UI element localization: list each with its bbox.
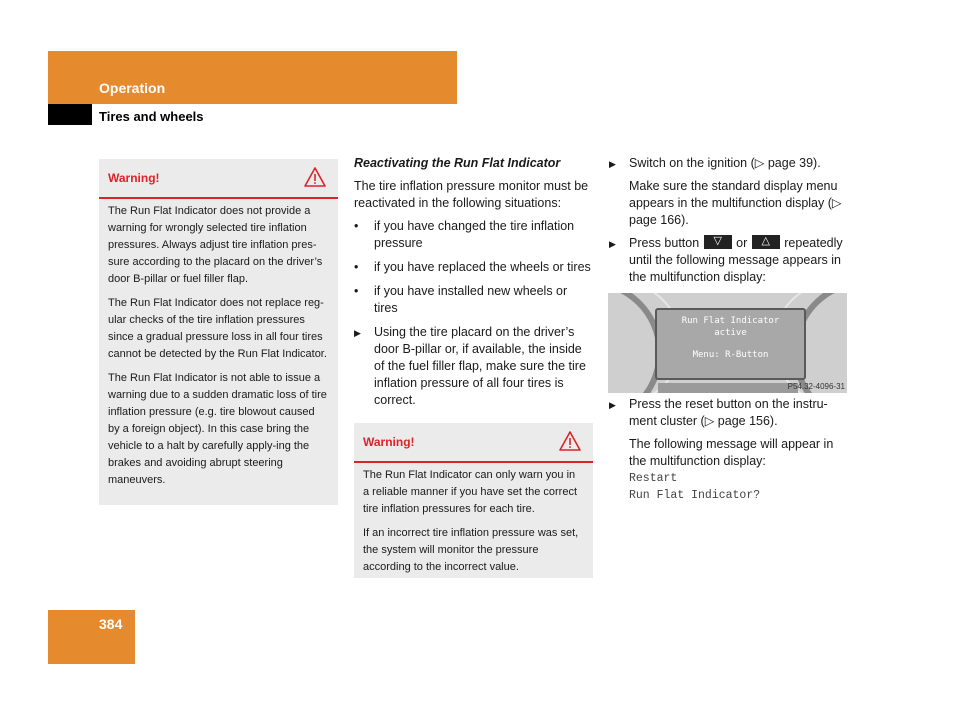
multifunction-display-image xyxy=(608,293,847,393)
step-note: The following message will appear in the multifunction display: xyxy=(629,437,834,468)
display-line: Run Flat Indicator xyxy=(681,316,780,326)
list-item-text: if you have changed the tire inflation pressure xyxy=(374,219,575,250)
right-column xyxy=(609,155,849,286)
section-heading: Reactivating the Run Flat Indicator xyxy=(354,156,561,170)
list-item xyxy=(354,283,594,317)
warning-body xyxy=(354,463,593,589)
header-bar xyxy=(48,51,457,104)
step-text: Press the reset button on the instru-ment cluster (▷ page 156). xyxy=(629,397,828,428)
warning-paragraph: The Run Flat Indicator can only warn you in a reliable manner if you have set the correct tire inflation pressures for each tire. xyxy=(363,469,578,515)
warning-body xyxy=(99,199,338,502)
arrow-up-button-icon: △ xyxy=(752,235,780,249)
section-title: Operation xyxy=(99,80,166,96)
step-text: Using the tire placard on the driver’s door B-pillar or, if available, the inside of the fuel filler flap, make sure the tire inflation pressure of all four tires is correct. xyxy=(374,325,586,407)
play-arrow-icon: ▶ xyxy=(354,328,361,338)
warning-label: Warning! xyxy=(108,171,160,185)
step-text: Switch on the ignition (▷ page 39). xyxy=(629,156,821,170)
warning-box-2 xyxy=(354,423,593,578)
warning-triangle-icon xyxy=(559,431,581,451)
instruction-step xyxy=(609,155,849,172)
warning-paragraph: The Run Flat Indicator is not able to issue a warning due to a sudden dramatic loss of tire inflation pressure (e.g. tire blowout caused by a foreign object). In this case bring the vehicle to a halt by carefully apply-ing the brakes and avoiding abrupt steering maneuvers. xyxy=(108,372,327,486)
page-number: 384 xyxy=(99,616,123,632)
warning-triangle-icon xyxy=(304,167,326,187)
instruction-step xyxy=(609,396,849,430)
middle-column xyxy=(354,155,594,409)
arrow-down-button-icon: ▽ xyxy=(704,235,732,249)
warning-paragraph: If an incorrect tire inflation pressure was set, the system will monitor the pressure according to the incorrect value. xyxy=(363,527,579,573)
right-column-lower xyxy=(609,396,849,504)
instruction-step xyxy=(354,324,594,409)
step-text-part: Press button xyxy=(629,236,700,250)
display-screen xyxy=(655,308,806,380)
display-line: active xyxy=(714,328,747,338)
step-note: Make sure the standard display menu appears in the multifunction display (▷ page 166). xyxy=(629,179,842,227)
display-line: Menu: R-Button xyxy=(692,350,769,360)
step-text xyxy=(629,236,843,284)
warning-paragraph: The Run Flat Indicator does not provide a warning for wrongly selected tire inflation pressures. Always adjust tire inflation pres-sure according to the placard on the driver’s door B-pillar or fuel filler flap. xyxy=(108,205,323,285)
list-item xyxy=(354,259,594,276)
step-text-part: or xyxy=(736,236,748,250)
warning-paragraph: The Run Flat Indicator does not replace reg-ular checks of the tire inflation pressures since a gradual pressure loss in all four tires cannot be detected by the Run Flat Indicator. xyxy=(108,297,327,360)
play-arrow-icon: ▶ xyxy=(609,400,616,410)
list-item-text: if you have replaced the wheels or tires xyxy=(374,260,591,274)
intro-text: The tire inflation pressure monitor must be reactivated in the following situations: xyxy=(354,179,589,210)
display-message-line: Run Flat Indicator? xyxy=(629,489,761,502)
image-code: P54.32-4096-31 xyxy=(787,382,845,391)
warning-label: Warning! xyxy=(363,435,415,449)
display-message-line: Restart xyxy=(629,472,678,485)
instruction-step xyxy=(609,235,849,286)
warning-box-1 xyxy=(99,159,338,505)
warning-header xyxy=(354,423,593,463)
list-item-text: if you have installed new wheels or tires xyxy=(374,284,568,315)
bullet-icon: • xyxy=(354,219,359,233)
subsection-marker xyxy=(48,104,92,125)
bullet-icon: • xyxy=(354,260,359,274)
play-arrow-icon: ▶ xyxy=(609,239,616,249)
warning-header xyxy=(99,159,338,199)
subsection-title: Tires and wheels xyxy=(99,109,204,124)
list-item xyxy=(354,218,594,252)
play-arrow-icon: ▶ xyxy=(609,159,616,169)
step-text-part: repeatedly until the following message appears in the multifunction display: xyxy=(629,236,843,284)
bullet-icon: • xyxy=(354,284,359,298)
